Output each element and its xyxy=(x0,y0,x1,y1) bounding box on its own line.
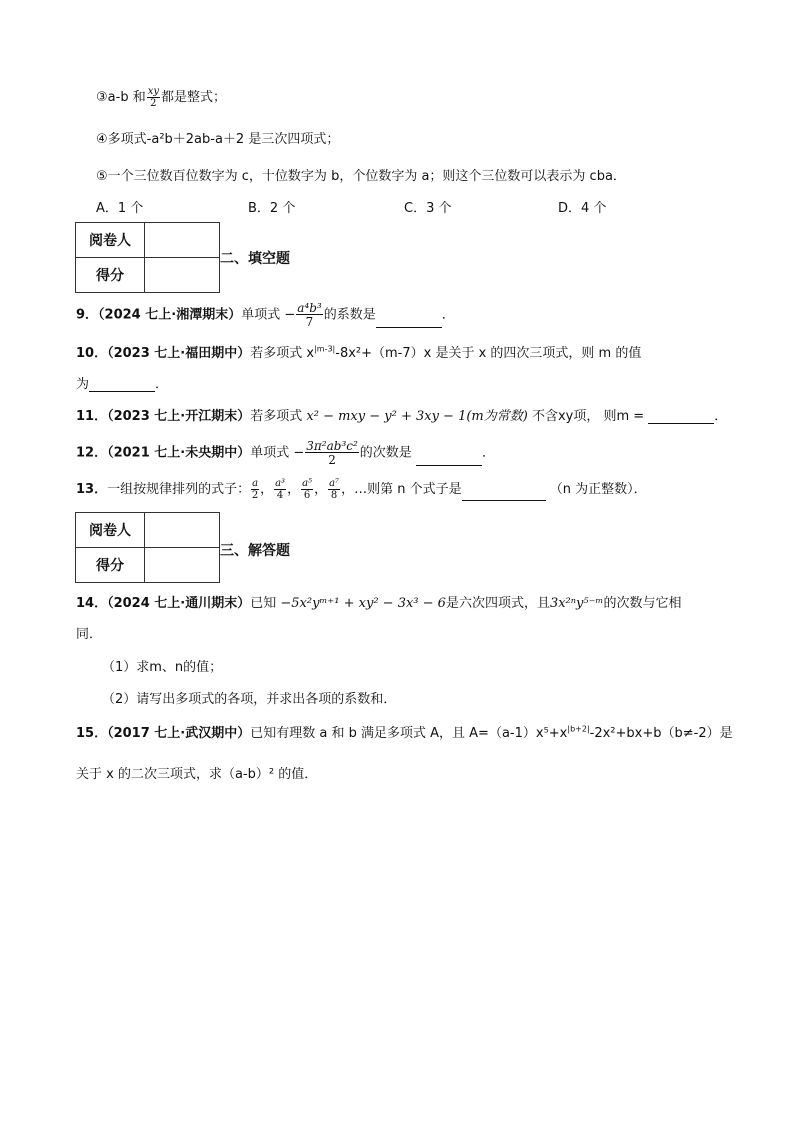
statement-marker: ③ xyxy=(96,90,108,105)
math-expression: 3x²ⁿy⁵⁻ᵐ xyxy=(549,596,604,611)
question-number: 12． xyxy=(76,445,108,461)
answer-blank[interactable] xyxy=(89,377,155,392)
question-15-line2: 关于 x 的二次三项式，求（a-b）² 的值． xyxy=(76,767,318,782)
question-13: 13．一组按规律排列的式子： $\frac{a}{2}$ ， $\frac{\text{a³}}{4}$ ， $\frac{\text{a⁵}}{6}$ ， $\frac{\text{a⁷}}{8}$ ，…则第 n 个式子是 （n 为正整数）． xyxy=(76,477,647,501)
choice-a: A．1 个 xyxy=(96,201,144,216)
reviewer-cell[interactable] xyxy=(145,223,220,258)
math-expression: −5x²yᵐ⁺¹ + xy² − 3x³ − 6 xyxy=(280,596,446,611)
question-number: 9． xyxy=(76,307,99,323)
question-number: 10． xyxy=(76,346,108,361)
statement-marker: ⑤ xyxy=(96,169,108,184)
reviewer-label: 阅卷人 xyxy=(76,223,145,258)
score-box xyxy=(75,512,220,583)
sequence-term: $\frac{\text{a⁵}}{6}$ xyxy=(302,477,313,501)
answer-blank[interactable] xyxy=(462,486,546,501)
section-title-fill: 二、填空题 xyxy=(220,251,290,267)
question-10: 10．（2023 七上·福田期中）若多项式 $x^{|m-3|}-8x^2+(m-7)x$ 是关于 x 的四次三项式，则 m 的值 xyxy=(76,344,642,361)
sequence-term: $\frac{\text{a⁷}}{8}$ xyxy=(329,477,340,501)
statement-4: ④多项式-a²b＋2ab-a＋2 是三次四项式； xyxy=(96,132,340,147)
question-12: 12．（2021 七上·未央期中）单项式 − $\frac{\text{3π²ab³c²}}{2}$ 的次数是 ． xyxy=(76,439,495,467)
statement-5: ⑤一个三位数百位数字为 c，十位数字为 b，个位数字为 a；则这个三位数可以表示为 cba． xyxy=(96,169,626,184)
reviewer-label: 阅卷人 xyxy=(76,513,145,548)
question-number: 11． xyxy=(76,409,108,424)
question-source: （2024 七上·湘潭期末） xyxy=(98,307,242,323)
question-source: （2017 七上·武汉期中） xyxy=(107,726,251,741)
question-number: 14． xyxy=(76,596,108,611)
fraction: $\frac{\text{3π²ab³c²}}{2}$ xyxy=(306,439,358,467)
question-source: （2023 七上·开江期末） xyxy=(107,409,251,424)
question-14: 14．（2024 七上·通川期末）已知 −5x²yᵐ⁺¹ + xy² − 3x³ − 6是六次四项式，且3x²ⁿy⁵⁻ᵐ的次数与它相 xyxy=(76,596,682,611)
sequence-term: $\frac{\text{a³}}{4}$ xyxy=(275,477,286,501)
question-source: （2024 七上·通川期末） xyxy=(107,596,251,611)
subquestion-1: （1）求m、n的值； xyxy=(102,660,223,675)
choice-b: B．2 个 xyxy=(248,201,296,216)
question-source: （2021 七上·未央期中） xyxy=(107,445,251,461)
subquestion-2: （2）请写出多项式的各项，并求出各项的系数和． xyxy=(102,692,397,707)
score-label: 得分 xyxy=(76,548,145,583)
question-15: 15．（2017 七上·武汉期中）已知有理数 a 和 b 满足多项式 A，且 $A=(a-1)x^5+x^{|b+2|}-2x^2+bx+b(b\ne-2)$是 xyxy=(76,724,733,741)
score-cell[interactable] xyxy=(145,548,220,583)
statement-marker: ④ xyxy=(96,132,108,147)
question-number: 15． xyxy=(76,726,108,741)
answer-blank[interactable] xyxy=(648,409,714,424)
choice-c: C．3 个 xyxy=(404,201,452,216)
score-cell[interactable] xyxy=(145,258,220,293)
fraction-xy-over-2: $\frac{xy}{2}$ xyxy=(147,85,159,109)
answer-blank[interactable] xyxy=(416,451,482,466)
score-box xyxy=(75,222,220,293)
question-source: （2023 七上·福田期中） xyxy=(107,346,251,361)
score-label: 得分 xyxy=(76,258,145,293)
question-9: 9．（2024 七上·湘潭期末）单项式 − $\frac{\text{a⁴b³}}{7}$ 的系数是 ． xyxy=(76,301,455,329)
sequence-term: $\frac{a}{2}$ xyxy=(251,477,259,501)
question-11: 11．（2023 七上·开江期末）若多项式 x² − mxy − y² + 3xy − 1(m为常数) 不含xy项， 则m = ． xyxy=(76,409,728,424)
question-10-line2: 为 ． xyxy=(76,377,169,392)
statement-3: ③a-b 和 $\frac{xy}{2}$ 都是整式； xyxy=(96,85,227,109)
fraction: $\frac{\text{a⁴b³}}{7}$ xyxy=(297,301,322,329)
answer-blank[interactable] xyxy=(376,313,442,328)
question-number: 13． xyxy=(76,482,108,497)
choice-d: D．4 个 xyxy=(558,201,607,216)
math-expression: x² − mxy − y² + 3xy − 1(m为常数) xyxy=(306,409,528,424)
question-14-line2: 同． xyxy=(76,627,103,642)
reviewer-cell[interactable] xyxy=(145,513,220,548)
section-title-solve: 三、解答题 xyxy=(220,543,290,559)
